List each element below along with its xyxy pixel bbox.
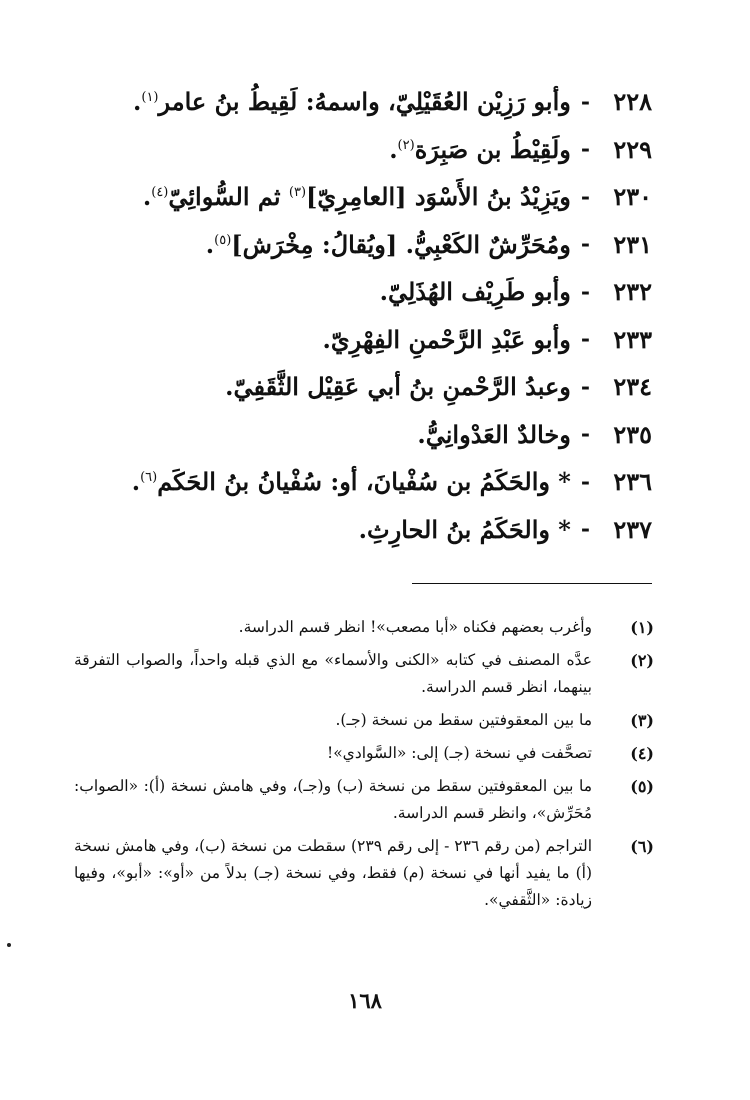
entry-dash: - — [580, 231, 590, 258]
entry-text: ومُحَرِّشٌ الكَعْبِيُّ. [ويُقالُ: مِخْرَش]$^{(٥)}$. — [205, 229, 571, 259]
scan-speck — [7, 943, 11, 947]
footnote-text: ما بين المعقوفتين سقط من نسخة (جـ). — [335, 711, 592, 729]
entry-232 — [92, 268, 652, 316]
footnote-ref: (١) — [141, 90, 159, 106]
entry-number: ٢٣٥ — [613, 419, 652, 449]
entry-231 — [92, 221, 652, 269]
footnote-text: تصحَّفت في نسخة (جـ) إلى: «السَّوادي»! — [326, 744, 592, 762]
entry-number: ٢٢٨ — [613, 87, 652, 117]
footnote-text: وأغرب بعضهم فكناه «أبا مصعب»! انظر قسم الدراسة. — [238, 618, 592, 636]
footnote-4 — [74, 740, 654, 767]
entry-233 — [92, 316, 652, 364]
entry-text: وعبدُ الرَّحْمنِ بنُ أبي عَقِيْل الثَّقَفِيّ. — [225, 372, 571, 402]
entry-number: ٢٣٤ — [613, 372, 652, 402]
entry-number: ٢٣٣ — [613, 324, 652, 354]
entry-text: وأبو عَبْدِ الرَّحْمنِ الفِهْرِيّ. — [322, 324, 571, 354]
footnote-text: عدَّه المصنف في كتابه «الكنى والأسماء» مع الذي قبله واحداً، والصواب التفرقة بينهما، انظر قسم الدراسة. — [74, 651, 592, 696]
entry-dash: - — [580, 516, 590, 543]
footnote-3 — [74, 707, 654, 734]
footnote-number: (٥) — [630, 777, 654, 796]
entry-number: ٢٢٩ — [613, 134, 652, 164]
footnote-number: (١) — [630, 618, 654, 637]
footnote-2 — [74, 647, 654, 701]
footnote-5 — [74, 773, 654, 827]
footnote-number: (٣) — [630, 711, 654, 730]
footnotes-section — [74, 614, 654, 920]
footnote-number: (٤) — [630, 744, 654, 763]
entry-dash: - — [580, 468, 590, 495]
entry-dash: - — [580, 183, 590, 210]
footnote-ref: (٦) — [140, 470, 158, 486]
entry-text: ويَزِيْدُ بنُ الأَسْوَد [العامِرِيّ]$^{(٣)}$ ثم السُّوائِيّ$^{(٤)}$. — [142, 182, 571, 212]
entry-text: وأبو رَزِيْن العُقَيْلِيّ، واسمهُ: لَقِيطُ بنُ عامر$^{(١)}$. — [133, 87, 571, 117]
entry-237 — [92, 506, 652, 554]
footnote-ref: (٣) — [288, 185, 307, 201]
entry-dash: - — [580, 326, 590, 353]
footnote-separator — [412, 583, 652, 584]
footnote-ref: (٥) — [214, 232, 232, 248]
entry-236 — [92, 458, 652, 506]
entry-dash: - — [580, 421, 590, 448]
footnote-1 — [74, 614, 654, 641]
footnote-ref: (٢) — [397, 137, 415, 153]
entry-234 — [92, 363, 652, 411]
footnote-number: (٢) — [630, 651, 654, 670]
entry-number: ٢٣١ — [613, 229, 652, 259]
entry-dash: - — [580, 373, 590, 400]
entry-230 — [92, 173, 652, 221]
entry-text: وخالدٌ العَدْوانِيُّ. — [417, 419, 571, 449]
entry-text: * والحَكَمُ بنُ الحارِثِ. — [358, 514, 571, 544]
page-number: ١٦٨ — [348, 988, 382, 1013]
entry-229 — [92, 126, 652, 174]
entry-text: وأبو طَرِيْف الهُذَلِيّ. — [379, 277, 571, 307]
entry-228 — [92, 78, 652, 126]
footnote-6 — [74, 833, 654, 914]
entry-text: ولَقِيْطُ بن صَبِرَة$^{(٢)}$. — [389, 134, 571, 164]
entry-dash: - — [580, 88, 590, 115]
entry-number: ٢٣٠ — [613, 182, 652, 212]
entry-text: * والحَكَمُ بن سُفْيانَ، أو: سُفْيانُ بنُ الحَكَم$^{(٦)}$. — [131, 467, 571, 497]
entry-number: ٢٣٧ — [613, 514, 652, 544]
entries-list — [92, 78, 652, 553]
footnote-text: التراجم (من رقم ٢٣٦ - إلى رقم ٢٣٩) سقطت من نسخة (ب)، وفي هامش نسخة (أ) ما يفيد أنها في نسخة (م) فقط، وفي نسخة (جـ) بدلاً من «أو»: «أبو»، وفيها زيادة: «الثَّقفي». — [74, 837, 592, 909]
footnote-text: ما بين المعقوفتين سقط من نسخة (ب) و(جـ)، وفي هامش نسخة (أ): «الصواب: مُحَرِّش»، وانظر قسم الدراسة. — [74, 777, 592, 822]
footnote-number: (٦) — [630, 837, 654, 856]
entry-number: ٢٣٢ — [613, 277, 652, 307]
entry-dash: - — [580, 278, 590, 305]
entry-235 — [92, 411, 652, 459]
footnote-ref: (٤) — [151, 185, 169, 201]
entry-dash: - — [580, 136, 590, 163]
entry-number: ٢٣٦ — [613, 467, 652, 497]
